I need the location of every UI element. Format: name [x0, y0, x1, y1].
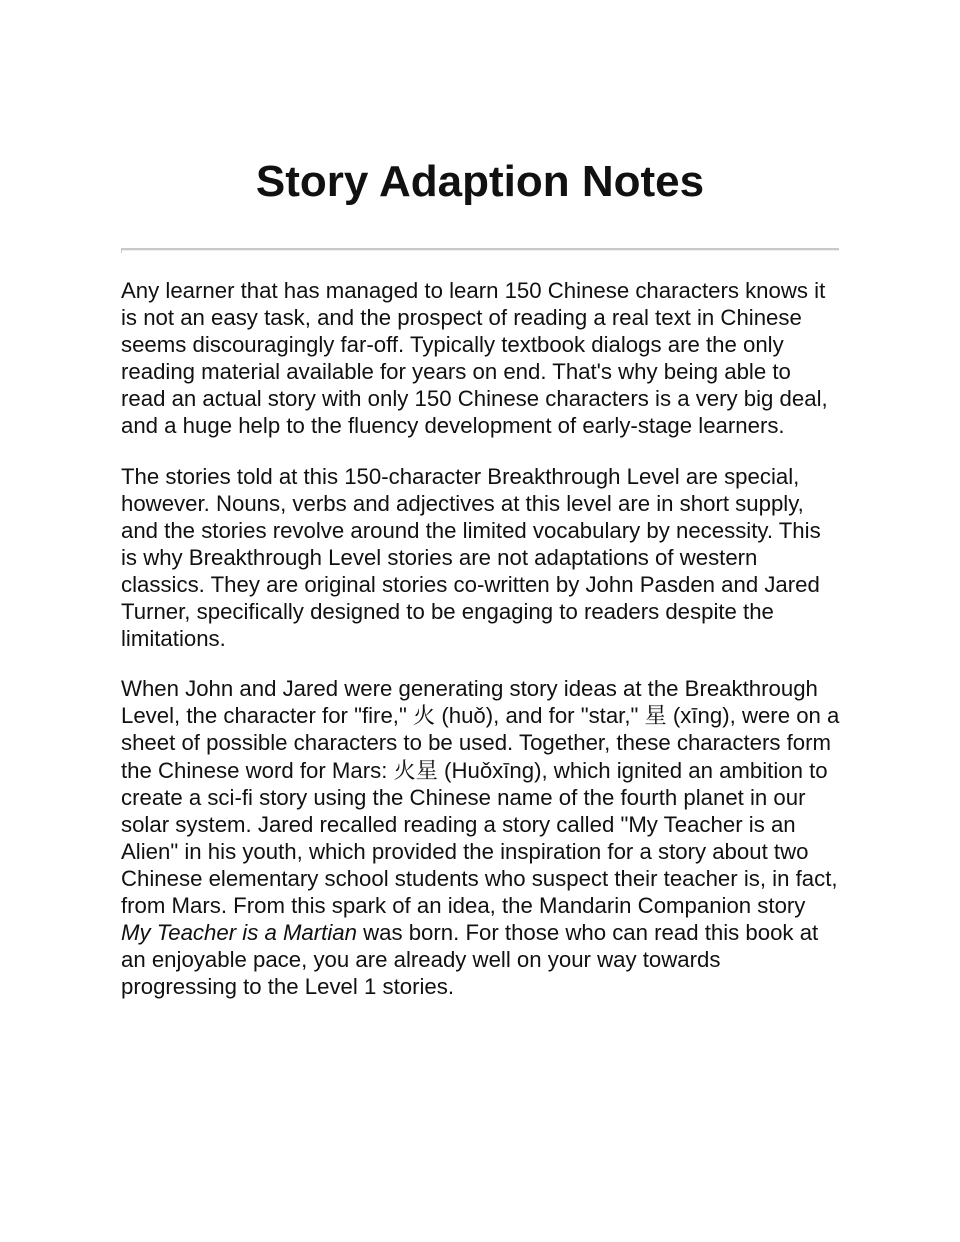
page-title: Story Adaption Notes: [255, 157, 705, 206]
paragraph-1: Any learner that has managed to learn 150 Chinese characters knows it is not an easy task, and the prospect of reading a real text in Chinese seems discouragingly far-off. Typically textbook dialogs are the only reading material available for years on end. That's why being able to read an actual story with only 150 Chinese characters is a very big deal, and a huge help to the fluency development of early-stage learners.: [121, 278, 828, 439]
body-text: [121, 277, 841, 1023]
divider-notch: [121, 248, 122, 253]
paragraph-2: The stories told at this 150-character Breakthrough Level are special, however. Nouns, verbs and adjectives at this level are in short supply, and the stories revolve around the limited vocabulary by necessity. This is why Breakthrough Level stories are not adaptations of western classics. They are original stories co-written by John Pasden and Jared Turner, specifically designed to be engaging to readers despite the limitations.: [121, 463, 821, 652]
book-title-italic: My Teacher is a Martian: [121, 920, 357, 946]
paragraph-3-text-end: was born. For those who can read this book at an enjoyable pace, you are already well on your way towards progressing to the Level 1 stories.: [121, 920, 819, 1000]
paragraph-3: [121, 675, 841, 1000]
paragraph-3-text-start: When John and Jared were generating story ideas at the Breakthrough Level, the character for "fire," 火 (huǒ), and for "star," 星 (xīng), were on a sheet of possible characters to be used. Together, these characters form the Chinese word for Mars: 火星 (Huǒxīng), which ignited an ambition to create a sci-fi story using the Chinese name of the fourth planet in our solar system. Jared recalled reading a story called "My Teacher is an Alien" in his youth, which provided the inspiration for a story about two Chinese elementary school students who suspect their teacher is, in fact, from Mars. From this spark of an idea, the Mandarin Companion story: [121, 676, 840, 918]
horizontal-divider: [121, 248, 839, 251]
